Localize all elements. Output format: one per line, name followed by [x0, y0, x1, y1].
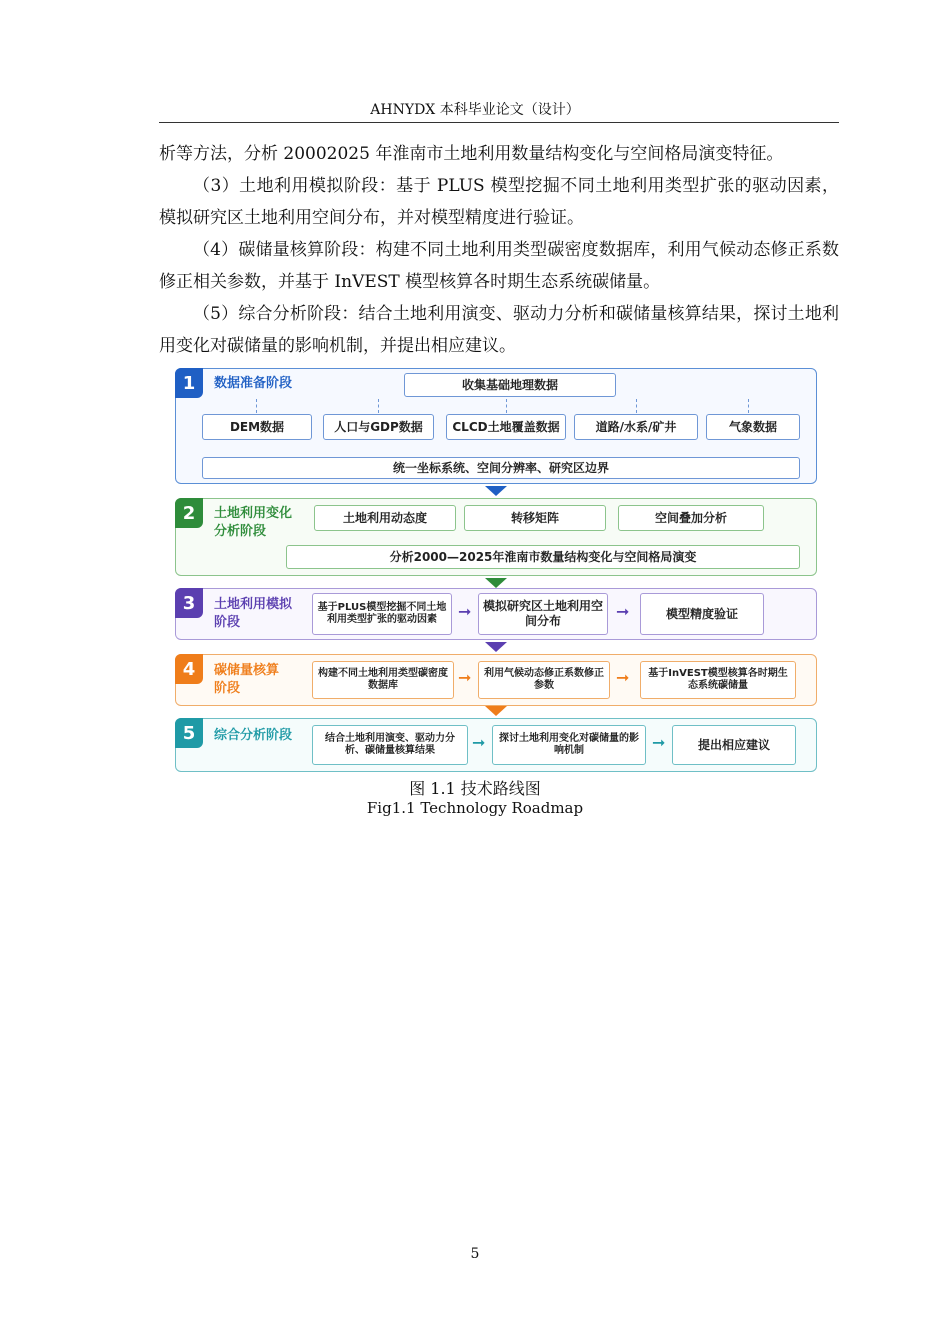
- paragraph: （3）土地利用模拟阶段：基于 PLUS 模型挖掘不同土地利用类型扩张的驱动因素，模拟研究区土地利用空间分布，并对模型精度进行验证。: [159, 176, 839, 228]
- stage-2-panel: [175, 498, 817, 576]
- body-text: [159, 138, 839, 362]
- down-arrow-icon: [485, 578, 507, 588]
- stage-3-title: 土地利用模拟 阶段: [214, 597, 293, 630]
- carbon-density-box: 构建不同土地利用类型碳密度数据库: [312, 661, 454, 699]
- stage-5-number: 5: [175, 718, 203, 748]
- unify-coordinate-box: 统一坐标系统、空间分辨率、研究区边界: [202, 457, 800, 479]
- stage-3-panel: [175, 588, 817, 640]
- right-arrow-icon: ➞: [472, 733, 486, 752]
- connector: [506, 399, 507, 413]
- right-arrow-icon: ➞: [616, 668, 630, 687]
- down-arrow-icon: [485, 642, 507, 652]
- stage-4-panel: [175, 654, 817, 706]
- page-number: 5: [470, 1246, 480, 1262]
- stage-2-number: 2: [175, 498, 203, 528]
- clcd-data-box: CLCD土地覆盖数据: [446, 414, 566, 440]
- stage-3-number: 3: [175, 588, 203, 618]
- invest-storage-box: 基于InVEST模型核算各时期生态系统碳储量: [640, 661, 796, 699]
- collect-data-box: 收集基础地理数据: [404, 373, 616, 397]
- suggestions-box: 提出相应建议: [672, 725, 796, 765]
- land-use-dynamics-box: 土地利用动态度: [314, 505, 456, 531]
- technology-roadmap-figure: [175, 366, 820, 774]
- connector: [256, 399, 257, 413]
- stage-1-title: 数据准备阶段: [214, 376, 293, 391]
- spatial-overlay-box: 空间叠加分析: [618, 505, 764, 531]
- stage-4-title: 碳储量核算 阶段: [214, 663, 280, 696]
- header-rule: [159, 122, 839, 123]
- climate-correction-box: 利用气候动态修正系数修正参数: [478, 661, 610, 699]
- right-arrow-icon: ➞: [458, 668, 472, 687]
- stage-5-title: 综合分析阶段: [214, 728, 293, 743]
- stage-5-panel: [175, 718, 817, 772]
- plus-driver-box: 基于PLUS模型挖掘不同土地利用类型扩张的驱动因素: [312, 593, 452, 635]
- down-arrow-icon: [485, 706, 507, 716]
- combine-results-box: 结合土地利用演变、驱动力分析、碳储量核算结果: [312, 725, 468, 765]
- connector: [378, 399, 379, 413]
- transfer-matrix-box: 转移矩阵: [464, 505, 606, 531]
- stage-1-panel: [175, 368, 817, 484]
- figure-caption-en: Fig1.1 Technology Roadmap: [366, 799, 584, 817]
- figure-caption-cn: 图 1.1 技术路线图: [409, 779, 541, 798]
- meteorological-data-box: 气象数据: [706, 414, 800, 440]
- connector: [748, 399, 749, 413]
- right-arrow-icon: ➞: [616, 602, 630, 621]
- page-header: AHNYDX 本科毕业论文（设计）: [370, 102, 580, 118]
- dem-data-box: DEM数据: [202, 414, 312, 440]
- connector: [636, 399, 637, 413]
- population-gdp-box: 人口与GDP数据: [323, 414, 434, 440]
- paragraph: 析等方法，分析 20002025 年淮南市土地利用数量结构变化与空间格局演变特征。: [159, 144, 784, 164]
- stage-1-number: 1: [175, 368, 203, 398]
- right-arrow-icon: ➞: [458, 602, 472, 621]
- down-arrow-icon: [485, 486, 507, 496]
- simulate-distribution-box: 模拟研究区土地利用空间分布: [478, 593, 608, 635]
- analysis-result-box: 分析2000—2025年淮南市数量结构变化与空间格局演变: [286, 545, 800, 569]
- accuracy-validation-box: 模型精度验证: [640, 593, 764, 635]
- right-arrow-icon: ➞: [652, 733, 666, 752]
- paragraph: （4）碳储量核算阶段：构建不同土地利用类型碳密度数据库，利用气候动态修正系数修正相关参数，并基于 InVEST 模型核算各时期生态系统碳储量。: [159, 240, 839, 292]
- stage-2-title: 土地利用变化 分析阶段: [214, 506, 293, 539]
- paragraph: （5）综合分析阶段：结合土地利用演变、驱动力分析和碳储量核算结果，探讨土地利用变化对碳储量的影响机制，并提出相应建议。: [159, 304, 839, 356]
- road-water-mine-box: 道路/水系/矿井: [574, 414, 698, 440]
- stage-4-number: 4: [175, 654, 203, 684]
- impact-mechanism-box: 探讨土地利用变化对碳储量的影响机制: [492, 725, 646, 765]
